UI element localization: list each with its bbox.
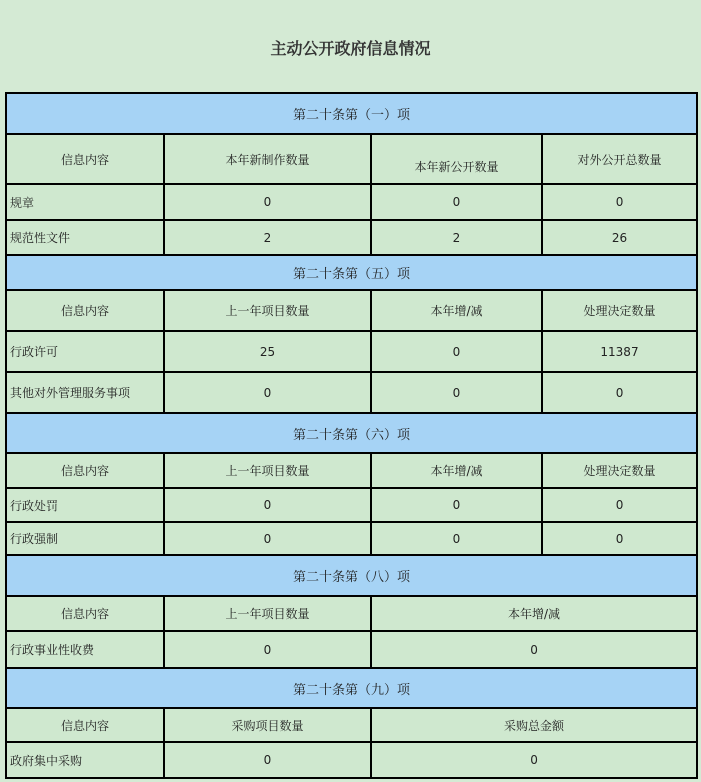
cell-value: 0: [371, 331, 542, 372]
cell-value: 0: [371, 184, 542, 220]
section-heading: 第二十条第（八）项: [6, 555, 697, 596]
header-row: [6, 453, 697, 488]
row-label: 政府集中采购: [6, 742, 164, 778]
header-row: [6, 290, 697, 331]
cell-value: 0: [542, 522, 697, 555]
section-heading-row: [6, 555, 697, 596]
section-heading-row: [6, 668, 697, 708]
header-row: [6, 596, 697, 631]
cell-value: 25: [164, 331, 371, 372]
column-header: 本年新公开数量: [371, 134, 542, 184]
disclosure-table: [5, 92, 698, 779]
column-header: 信息内容: [6, 596, 164, 631]
page-title: 主动公开政府信息情况: [270, 39, 431, 58]
section-heading: 第二十条第（一）项: [6, 93, 697, 134]
table-row: [6, 522, 697, 555]
row-label: 行政处罚: [6, 488, 164, 522]
cell-value: 0: [371, 488, 542, 522]
column-header: 采购总金额: [371, 708, 697, 742]
column-header: 本年新制作数量: [164, 134, 371, 184]
table-row: [6, 220, 697, 255]
cell-value: 2: [164, 220, 371, 255]
table-row: [6, 631, 697, 668]
column-header: 信息内容: [6, 453, 164, 488]
column-header: 上一年项目数量: [164, 453, 371, 488]
column-header: 本年增/减: [371, 453, 542, 488]
cell-value: 0: [164, 522, 371, 555]
column-header: 本年增/减: [371, 596, 697, 631]
cell-value: 0: [164, 488, 371, 522]
column-header: 采购项目数量: [164, 708, 371, 742]
row-label: 行政许可: [6, 331, 164, 372]
column-header: 上一年项目数量: [164, 290, 371, 331]
row-label: 行政强制: [6, 522, 164, 555]
table-row: [6, 372, 697, 413]
section-heading-row: [6, 93, 697, 134]
cell-value: 2: [371, 220, 542, 255]
column-header: 本年增/减: [371, 290, 542, 331]
cell-value: 0: [371, 631, 697, 668]
cell-value: 0: [164, 372, 371, 413]
cell-value: 0: [371, 742, 697, 778]
cell-value: 0: [542, 372, 697, 413]
table-row: [6, 331, 697, 372]
row-label: 行政事业性收费: [6, 631, 164, 668]
column-header: 信息内容: [6, 134, 164, 184]
header-row: [6, 134, 697, 184]
section-heading-row: [6, 255, 697, 290]
row-label: 其他对外管理服务事项: [6, 372, 164, 413]
row-label: 规章: [6, 184, 164, 220]
column-header: 处理决定数量: [542, 453, 697, 488]
cell-value: 11387: [542, 331, 697, 372]
column-header: 信息内容: [6, 290, 164, 331]
cell-value: 0: [542, 184, 697, 220]
cell-value: 0: [164, 631, 371, 668]
table-row: [6, 184, 697, 220]
column-header: 信息内容: [6, 708, 164, 742]
cell-value: 0: [371, 522, 542, 555]
row-label: 规范性文件: [6, 220, 164, 255]
column-header: 处理决定数量: [542, 290, 697, 331]
header-row: [6, 708, 697, 742]
cell-value: 0: [164, 184, 371, 220]
cell-value: 0: [542, 488, 697, 522]
section-heading: 第二十条第（五）项: [6, 255, 697, 290]
cell-value: 26: [542, 220, 697, 255]
column-header: 上一年项目数量: [164, 596, 371, 631]
table-row: [6, 488, 697, 522]
table-row: [6, 742, 697, 778]
section-heading: 第二十条第（六）项: [6, 413, 697, 453]
section-heading-row: [6, 413, 697, 453]
cell-value: 0: [164, 742, 371, 778]
column-header: 对外公开总数量: [542, 134, 697, 184]
cell-value: 0: [371, 372, 542, 413]
section-heading: 第二十条第（九）项: [6, 668, 697, 708]
